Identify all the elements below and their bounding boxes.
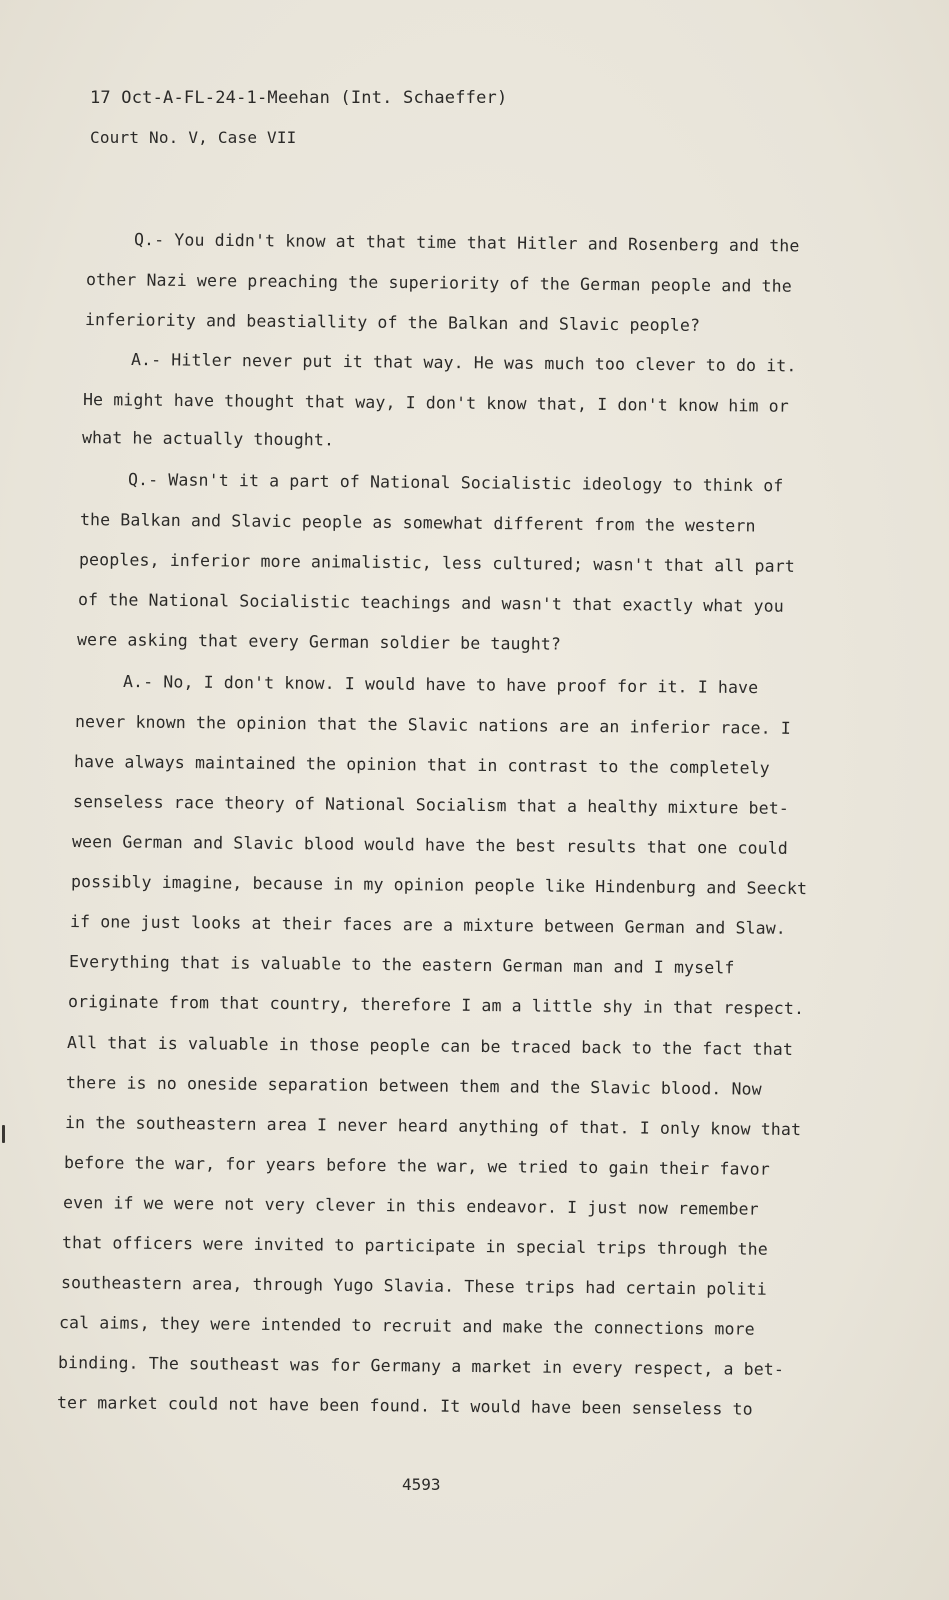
- transcript-line: A.- Hitler never put it that way. He was much too clever to do it.: [130, 350, 797, 376]
- transcript-line: the Balkan and Slavic people as somewhat different from the western: [79, 510, 756, 536]
- transcript-line: Q.- Wasn't it a part of National Socialistic ideology to think of: [127, 470, 784, 496]
- transcript-line: originate from that country, therefore I am a little shy in that respect.: [67, 992, 805, 1019]
- transcript-line: before the war, for years before the war, we tried to gain their favor: [63, 1153, 770, 1179]
- transcript-line: have always maintained the opinion that in contrast to the completely: [73, 752, 770, 778]
- transcript-line: cal aims, they were intended to recruit and make the connections more: [58, 1313, 755, 1339]
- transcript-line: peoples, inferior more animalistic, less cultured; wasn't that all part: [78, 550, 796, 576]
- transcript-line: of the National Socialistic teachings and wasn't that exactly what you: [77, 590, 784, 616]
- transcript-line: in the southeastern area I never heard anything of that. I only know that: [64, 1113, 802, 1140]
- transcript-line: ter market could not have been found. It would have been senseless to: [56, 1393, 753, 1419]
- document-header-reference: 17 Oct-A-FL-24-1-Meehan (Int. Schaeffer): [90, 88, 508, 108]
- transcript-line: possibly imagine, because in my opinion people like Hindenburg and Seeckt: [70, 872, 808, 899]
- transcript-line: A.- No, I don't know. I would have to have proof for it. I have: [122, 672, 759, 698]
- transcript-line: that officers were invited to participate in special trips through the: [61, 1233, 768, 1259]
- transcript-line: senseless race theory of National Socialism that a healthy mixture bet-: [72, 792, 790, 818]
- transcript-line: binding. The southeast was for Germany a market in every respect, a bet-: [57, 1353, 785, 1379]
- transcript-line: Everything that is valuable to the eastern German man and I myself: [68, 952, 735, 978]
- transcript-line: were asking that every German soldier be taught?: [76, 630, 562, 654]
- binder-hole-mark: [2, 1125, 5, 1143]
- document-header-court-case: Court No. V, Case VII: [90, 128, 297, 147]
- transcript-line: even if we were not very clever in this endeavor. I just now remember: [62, 1193, 759, 1219]
- transcript-line: He might have thought that way, I don't know that, I don't know him or: [82, 390, 789, 416]
- transcript-line: inferiority and beastiallity of the Balkan and Slavic people?: [84, 310, 701, 335]
- transcript-line: southeastern area, through Yugo Slavia. These trips had certain politi: [60, 1273, 767, 1299]
- transcript-line: what he actually thought.: [81, 428, 335, 450]
- transcript-line: there is no oneside separation between them and the Slavic blood. Now: [65, 1073, 762, 1099]
- transcript-line: never known the opinion that the Slavic nations are an inferior race. I: [74, 712, 792, 738]
- transcript-line: Q.- You didn't know at that time that Hitler and Rosenberg and the: [133, 230, 800, 256]
- page-number: 4593: [402, 1475, 441, 1494]
- transcript-line: if one just looks at their faces are a mixture between German and Slaw.: [69, 912, 787, 938]
- transcript-line: other Nazi were preaching the superiority of the German people and the: [85, 270, 792, 296]
- transcript-line: ween German and Slavic blood would have the best results that one could: [71, 832, 789, 858]
- transcript-line: All that is valuable in those people can be traced back to the fact that: [66, 1033, 794, 1059]
